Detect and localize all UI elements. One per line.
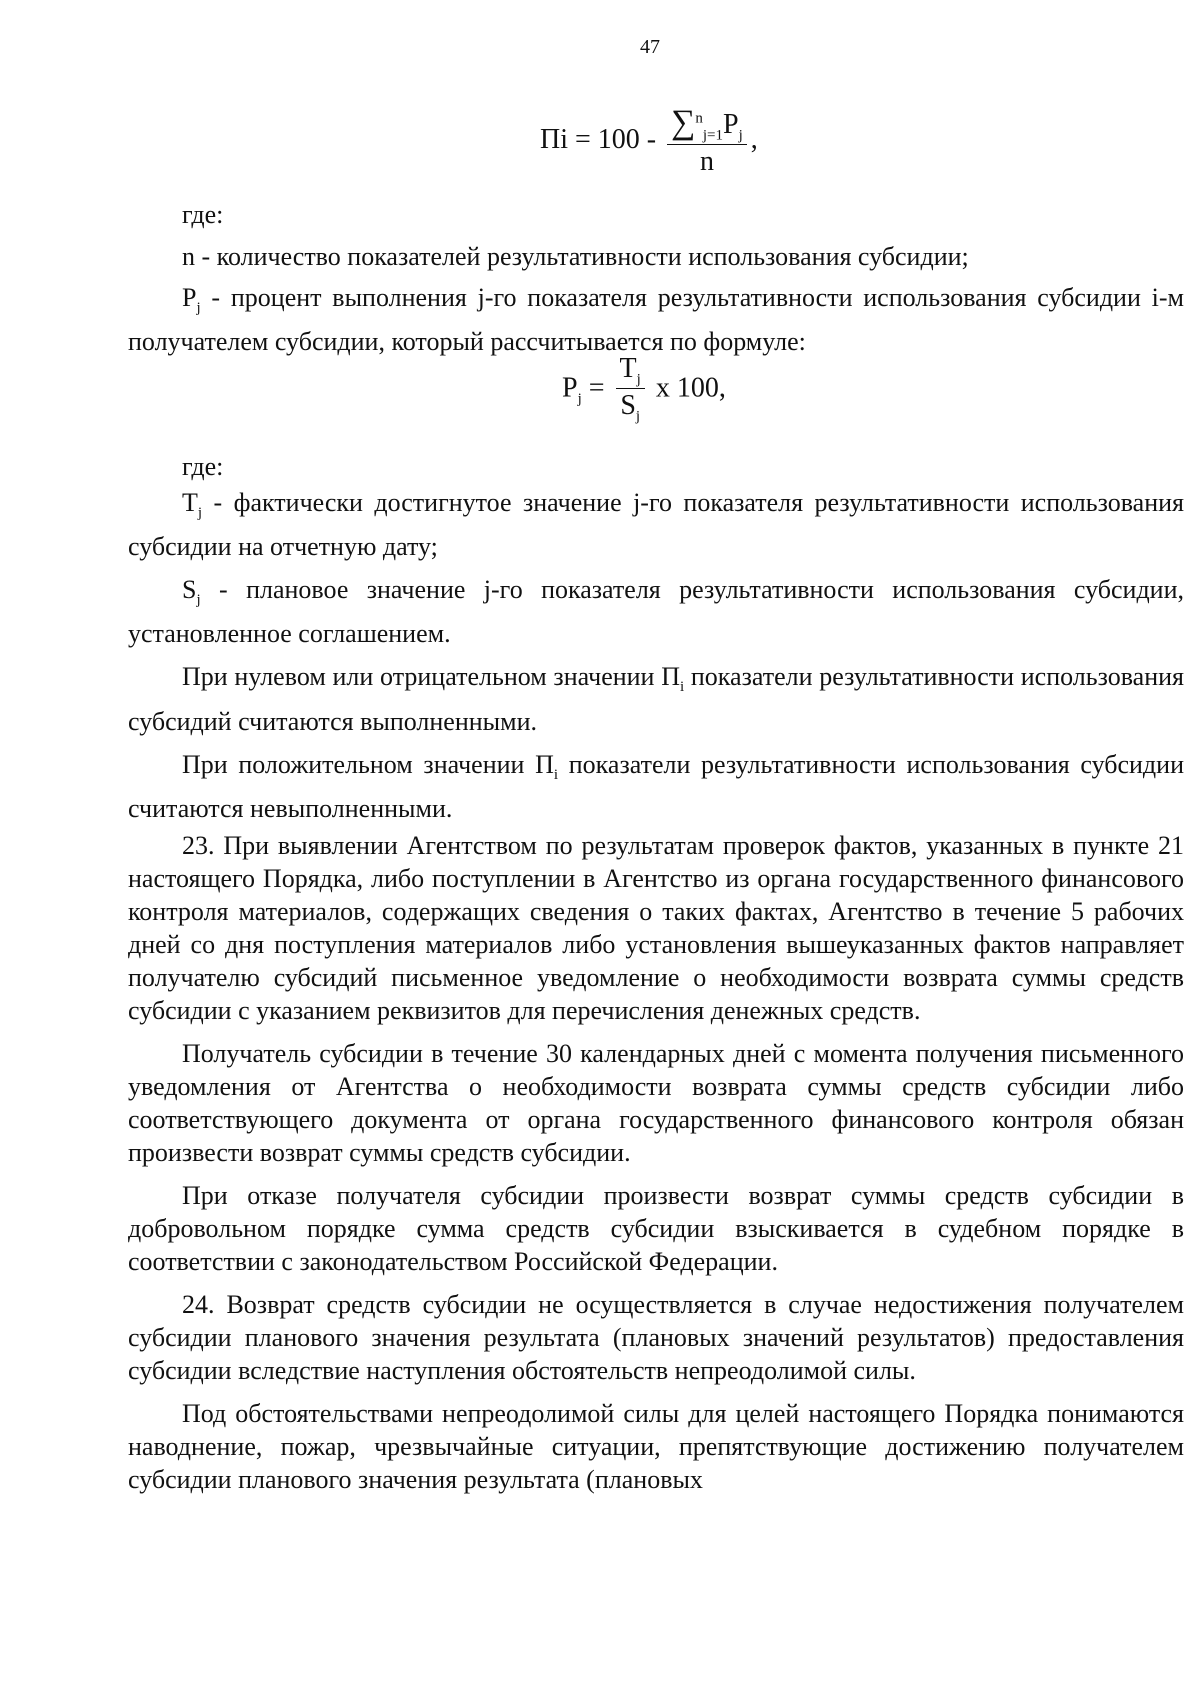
para-force-majeure: Под обстоятельствами непреодолимой силы для целей настоящего Порядка понимаются наводнение, пожар, чрезвычайные ситуации, препятствующие достижению получателем субсидии планового значения результата (плановых: [128, 1398, 1184, 1494]
formula-pi-numerator: $\sum^n_{j=1}P_j$: [667, 104, 747, 145]
def-tj: $T_j$ - фактически достигнутое значение j-го показателя результативности использования субсидии на отчетную дату;: [128, 488, 1184, 562]
para-recipient: Получатель субсидии в течение 30 календарных дней с момента получения письменного уведомления от Агентства о необходимости возврата суммы средств субсидии либо соответствующего документа от органа государственного финансового контроля обязан произвести возврат суммы средств субсидии.: [128, 1038, 1184, 1167]
para-zero: При нулевом или отрицательном значении $П_i$ показатели результативности использования субсидий считаются выполненными.: [128, 662, 1184, 736]
definitions-1: [128, 240, 1184, 358]
where-label-1: где:: [182, 200, 224, 229]
para-24: 24. Возврат средств субсидии не осуществляется в случае недостижения получателем субсидии планового значения результата (плановых значений результатов) предоставления субсидии вследствие наступления обстоятельств непреодолимой силы.: [128, 1289, 1184, 1385]
formula-pi: Пi = 100 - $\frac{\sum^n_{j=1}P_j}{n}$ ,: [540, 104, 758, 178]
def-n: n - количество показателей результативности использования субсидии;: [182, 242, 969, 271]
para-23: 23. При выявлении Агентством по результатам проверок фактов, указанных в пункте 21 настоящего Порядка, либо поступлении в Агентство из органа государственного финансового контроля материалов, содержащих сведения о таких фактах, Агентство в течение 5 рабочих дней со дня поступления материалов либо установления вышеуказанных фактов направляет получателю субсидий письменное уведомление о необходимости возврата суммы средств субсидии с указанием реквизитов для перечисления денежных средств.: [128, 830, 1184, 1025]
def-pj: $P_j$ - процент выполнения j-го показателя результативности использования субсидии i-м получателем субсидии, который рассчитывается по формуле:: [128, 283, 1184, 357]
para-positive: При положительном значении $П_i$ показатели результативности использования субсидии считаются невыполненными.: [128, 749, 1184, 823]
where-label-2: где:: [182, 452, 224, 481]
formula-pj: $P_j$ = $\frac{T_j}{S_j}$ x 100,: [562, 353, 726, 425]
formula-pi-fraction: [667, 104, 747, 179]
formula-pj-numerator: $T_j$: [616, 354, 645, 389]
page-number: 47: [640, 36, 660, 58]
formula-pj-denominator: $S_j$: [620, 390, 641, 425]
definitions-2: [128, 486, 1184, 1496]
def-sj: $S_j$ - плановое значение j-го показателя результативности использования субсидии, установленное соглашением.: [128, 575, 1184, 649]
para-refusal: При отказе получателя субсидии произвести возврат суммы средств субсидии в добровольном порядке сумма средств субсидии взыскивается в судебном порядке в соответствии с законодательством Российской Федерации.: [128, 1180, 1184, 1276]
formula-pi-lhs: Пi = 100 -: [540, 123, 657, 155]
formula-pj-fraction: [616, 354, 645, 426]
formula-pi-denominator: n: [699, 146, 714, 178]
